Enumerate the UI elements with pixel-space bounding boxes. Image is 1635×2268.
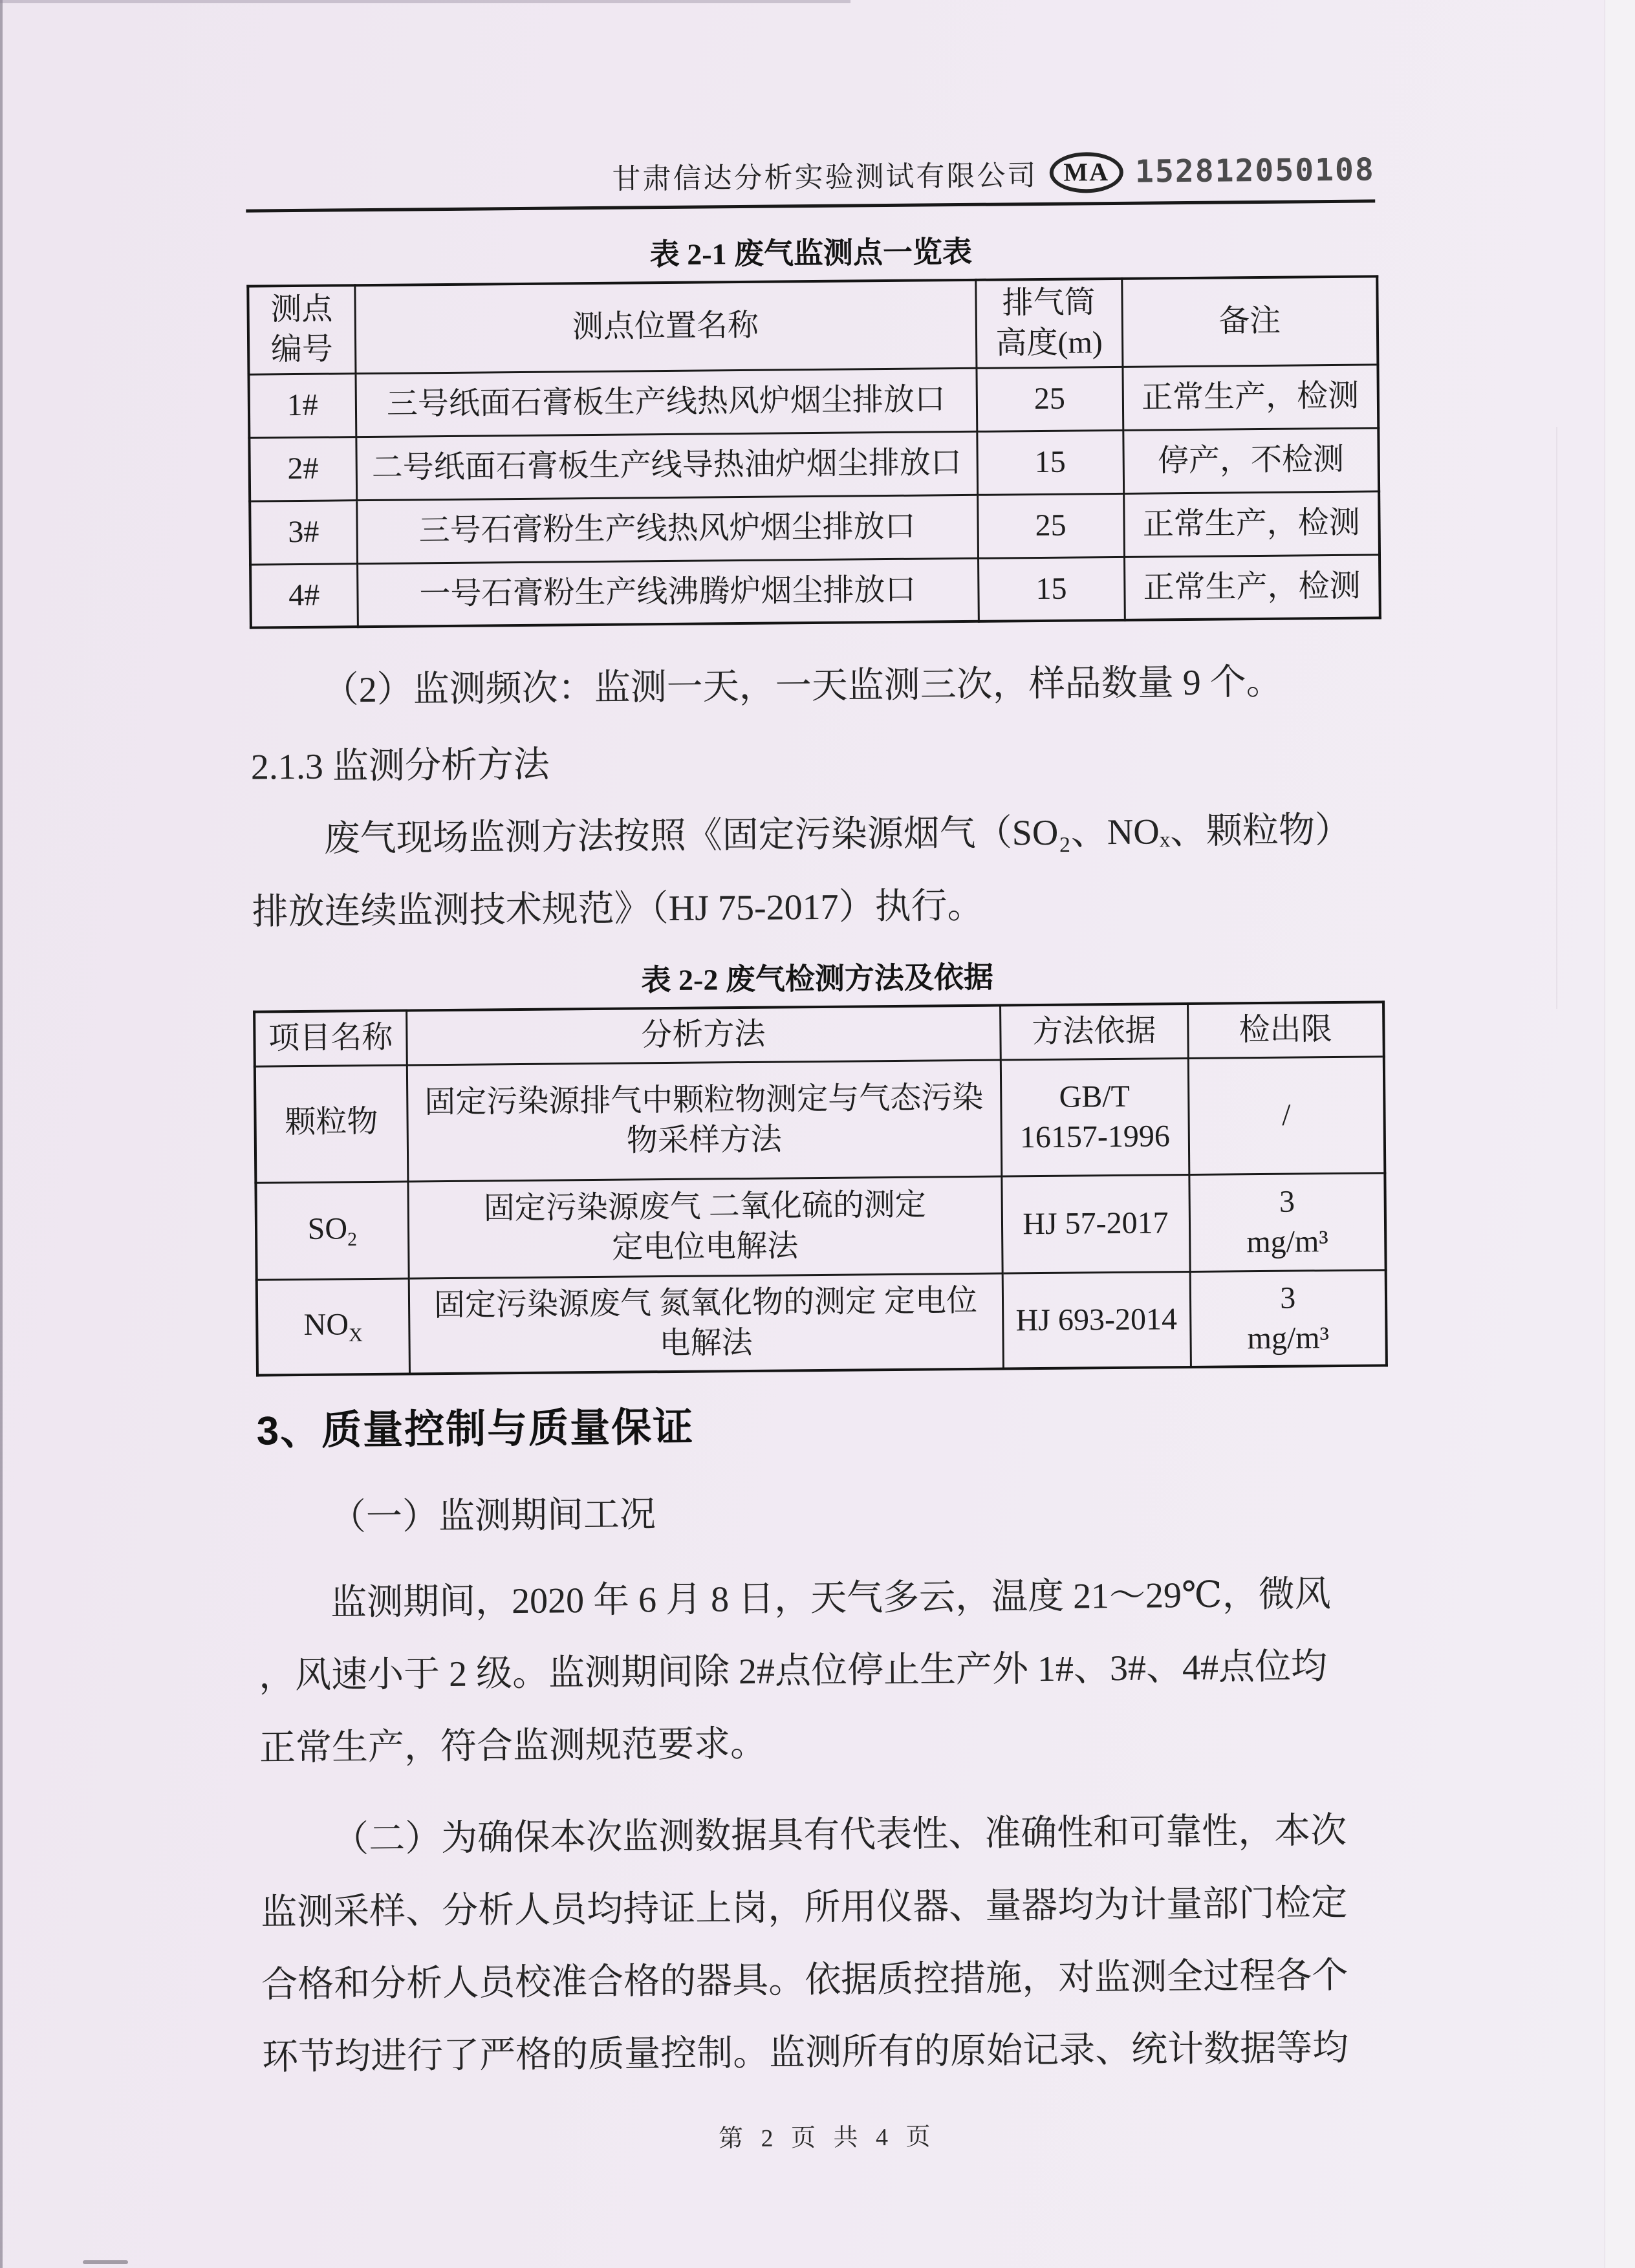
paper-crease — [1556, 427, 1557, 1009]
frequency-paragraph: （2）监测频次：监测一天，一天监测三次，样品数量 9 个。 — [322, 662, 1283, 711]
cma-cert-number: 152812050108 — [1134, 151, 1376, 190]
col-header-stack-height: 排气筒 高度(m) — [975, 279, 1122, 368]
table-header-row — [254, 1002, 1384, 1066]
analysis-method-cell: 固定污染源废气 氮氧化物的测定 定电位 电解法 — [409, 1273, 1003, 1374]
stack-height-cell: 15 — [977, 430, 1123, 495]
method-basis-cell: HJ 693-2014 — [1002, 1271, 1191, 1369]
monitoring-points-table — [246, 275, 1381, 629]
col-header-detection-limit: 检出限 — [1187, 1002, 1384, 1059]
table-header-row — [248, 276, 1378, 374]
scan-edge-right — [1605, 0, 1635, 2268]
table-row — [250, 555, 1380, 628]
company-name: 甘肃信达分析实验测试有限公司 — [612, 159, 1038, 195]
conditions-paragraph: 监测期间，2020 年 6 月 8 日，天气多云，温度 21～29℃，微风 ，风速小于 2 级。监测期间除 2#点位停止生产外 1#、3#、4#点位均 正常生产，符合监测规范要求。 — [258, 1574, 1331, 1769]
method-basis-cell: HJ 57-2017 — [1001, 1174, 1189, 1273]
analysis-methods-table — [253, 1001, 1388, 1377]
item-label: 颗粒物 — [285, 1104, 378, 1139]
point-name-cell: 三号纸面石膏板生产线热风炉烟尘排放口 — [355, 368, 977, 437]
detection-limit-cell: / — [1188, 1057, 1385, 1175]
point-id-cell: 3# — [250, 500, 357, 564]
item-name-cell — [257, 1279, 409, 1376]
scan-artifact — [83, 2260, 128, 2264]
section-3-sub1: （一）监测期间工况 — [329, 1495, 656, 1538]
point-name-cell: 三号石膏粉生产线热风炉烟尘排放口 — [356, 495, 978, 563]
section-2-1-3-heading: 2.1.3 监测分析方法 — [250, 744, 550, 788]
detection-limit-cell: 3 mg/m³ — [1189, 1173, 1385, 1272]
method-basis-cell: GB/T 16157-1996 — [1001, 1058, 1189, 1176]
col-header-item-name: 项目名称 — [254, 1011, 407, 1066]
page-number: 第 2 页 共 4 页 — [718, 2123, 937, 2153]
point-id-cell: 4# — [250, 563, 358, 627]
qa-paragraph: （二）为确保本次监测数据具有代表性、准确性和可靠性，本次 监测采样、分析人员均持证上岗，所用仪器、量器均为计量部门检定 合格和分析人员校准合格的器具。依据质控措施，对监测全过程各个 环节均进行了严格的质量控制。监测所有的原始记录、统计数据等均 — [260, 1811, 1349, 2078]
section-3-heading: 3、质量控制与质量保证 — [256, 1405, 695, 1454]
col-header-point-id: 测点 编号 — [248, 285, 355, 374]
method-paragraph: 废气现场监测方法按照《固定污染源烟气（SO₂、NOₓ、颗粒物） 排放连续监测技术规范》（HJ 75-2017）执行。 — [252, 810, 1352, 933]
item-name-cell — [255, 1065, 408, 1183]
note-cell: 正常生产，检测 — [1124, 555, 1380, 620]
document-header — [246, 149, 1375, 200]
item-label: NO — [303, 1307, 349, 1343]
note-cell: 正常生产，检测 — [1122, 365, 1378, 430]
table-row — [255, 1173, 1385, 1280]
table-row — [249, 428, 1379, 501]
table-row — [248, 365, 1378, 438]
cma-stamp-icon: MA — [1049, 151, 1123, 193]
header-rule — [246, 199, 1375, 212]
page-content — [244, 0, 1392, 2158]
point-id-cell: 2# — [249, 437, 356, 501]
item-name-cell — [255, 1182, 408, 1280]
point-name-cell: 二号纸面石膏板生产线导热油炉烟尘排放口 — [356, 431, 977, 500]
stack-height-cell: 15 — [978, 557, 1125, 621]
item-subscript: X — [348, 1324, 363, 1346]
note-cell: 停产，不检测 — [1123, 428, 1379, 493]
point-name-cell: 一号石膏粉生产线沸腾炉烟尘排放口 — [357, 558, 979, 627]
table-row — [257, 1270, 1387, 1376]
col-header-method-basis: 方法依据 — [1000, 1004, 1188, 1060]
col-header-analysis-method: 分析方法 — [406, 1006, 1001, 1065]
item-label: SO — [307, 1211, 348, 1246]
stack-height-cell: 25 — [977, 493, 1124, 558]
note-cell: 正常生产，检测 — [1123, 491, 1380, 557]
analysis-method-cell: 固定污染源排气中颗粒物测定与气态污染 物采样方法 — [407, 1060, 1002, 1182]
scan-edge-left — [0, 0, 3, 2268]
table-row — [250, 491, 1380, 565]
table-2-2-title: 表 2-2 废气检测方法及依据 — [641, 960, 994, 997]
point-id-cell: 1# — [248, 373, 356, 437]
col-header-point-name: 测点位置名称 — [354, 280, 976, 374]
table-row — [255, 1057, 1385, 1183]
col-header-note: 备注 — [1121, 276, 1378, 367]
stack-height-cell: 25 — [976, 367, 1123, 431]
table-2-1-title: 表 2-1 废气监测点一览表 — [649, 235, 973, 272]
item-subscript: 2 — [347, 1228, 358, 1250]
analysis-method-cell: 固定污染源废气 二氧化硫的测定 定电位电解法 — [407, 1176, 1002, 1279]
detection-limit-cell: 3 mg/m³ — [1190, 1270, 1387, 1368]
